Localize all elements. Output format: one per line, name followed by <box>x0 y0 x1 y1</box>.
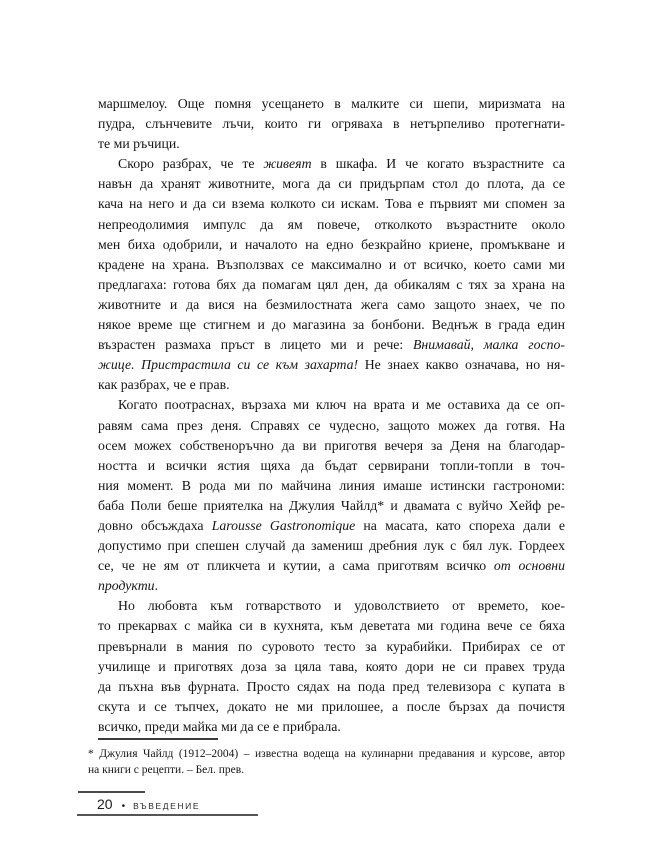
text-line <box>98 94 565 114</box>
text-line <box>98 255 565 275</box>
text-segment: непреодолимия импулс да ям повече, отколкото възрастните около <box>98 216 565 232</box>
text-line <box>98 154 565 174</box>
text-segment: навън да хранят животните, мога да си придърпам стол до плота, да се <box>98 176 565 192</box>
text-line <box>98 395 565 415</box>
footnote-separator <box>98 738 218 740</box>
text-segment: крадене на храна. Възползвах се максимално и от всичко, което сами ми <box>98 256 565 272</box>
section-title: ВЪВЕДЕНИЕ <box>133 801 201 811</box>
text-segment: допустимо при спешен случай да замениш дребния лук с бял лук. Гордеех <box>98 538 565 554</box>
text-line <box>98 576 565 596</box>
italic-text-segment: живеят <box>263 156 312 172</box>
page-number: 20 <box>97 796 113 812</box>
text-segment: мен биха одобрили, и началото на едно безкрайно криене, промъкване и <box>98 236 565 252</box>
text-segment: те ми ръчици. <box>98 136 180 152</box>
text-segment: маршмелоу. Още помня усещането в малките си шепи, миризмата на <box>98 96 565 111</box>
text-line <box>88 762 565 778</box>
text-segment: Скоро разбрах, че те <box>118 156 264 172</box>
text-line <box>98 657 565 677</box>
footer-top-rule <box>78 791 145 793</box>
text-segment: в шкафа. И че когато възрастните са <box>311 156 565 172</box>
italic-text-segment: Внимавай, малка госпо- <box>412 337 565 353</box>
footnote <box>88 746 565 778</box>
text-segment: възрастен размаха пръст в лицето ми и рече: <box>98 337 413 353</box>
text-line <box>98 436 565 456</box>
text-line <box>98 315 565 335</box>
text-segment: то прекарвах с майка си в кухнята, към деветата ми година вече се бяха <box>98 618 565 634</box>
text-line <box>98 174 565 194</box>
italic-text-segment: жице. Пристрастила си се към захарта! <box>98 357 359 373</box>
text-line <box>98 416 565 436</box>
text-line <box>98 476 565 496</box>
text-line <box>98 295 565 315</box>
text-line <box>98 616 565 636</box>
text-line <box>98 215 565 235</box>
text-line <box>98 596 565 616</box>
text-segment: предлагаха: готова бях да помагам цял ден, да обикалям с тях за храна на <box>98 276 565 292</box>
text-line <box>98 235 565 255</box>
text-segment: скута и се тъпчех, докато не ми прилошее, а после бързах да почистя <box>98 698 565 714</box>
text-line <box>98 335 565 355</box>
text-line <box>98 516 565 536</box>
text-segment: равям сама през деня. Справях се чудесно, защото можех да готвя. На <box>98 417 565 433</box>
text-segment: кача на него и да си взема колкото си искам. Това е първият ми спомен за <box>98 196 565 212</box>
bullet-separator-icon: • <box>121 801 126 812</box>
text-line <box>98 375 565 395</box>
text-line <box>98 275 565 295</box>
text-line <box>98 496 565 516</box>
body-text <box>98 94 565 737</box>
italic-text-segment: Larousse Gastronomique <box>211 517 356 533</box>
text-segment: * Джулия Чайлд (1912–2004) – известна водеща на кулинарни предавания и курсове, автор <box>88 748 565 760</box>
text-segment: Когато поотраснах, вързаха ми ключ на врата и ме оставиха да се оп- <box>118 397 565 413</box>
text-line <box>98 355 565 375</box>
text-segment: всичко, преди майка ми да се е прибрала. <box>98 718 341 734</box>
text-line <box>98 114 565 134</box>
text-line <box>98 677 565 697</box>
text-line <box>88 746 565 762</box>
footer-bottom-rule <box>77 814 258 816</box>
text-segment: . <box>154 578 159 594</box>
page-footer <box>78 796 378 812</box>
italic-text-segment: продукти <box>98 578 155 594</box>
text-line <box>98 194 565 214</box>
text-segment: се, че не ям от пликчета и кутии, а сама приготвям всичко <box>98 558 494 574</box>
text-segment: да пъхна във фурната. Просто сядах на пода пред телевизора с купата в <box>98 678 565 694</box>
text-segment: как разбрах, че е прав. <box>98 377 230 393</box>
text-segment: на масата, като спореха дали е <box>355 517 566 533</box>
text-segment: пудра, слънчевите лъчи, които ги огряваха в нетърпеливо протегнати- <box>98 116 565 132</box>
text-segment: довно обсъждаха <box>98 517 212 533</box>
italic-text-segment: от основни <box>493 558 565 574</box>
text-segment: училище и приготвях доза за цяла тава, която дори не си правех труда <box>98 658 565 674</box>
text-line <box>98 134 565 154</box>
text-segment: животните и да вися на безмилостната жега само защото знаех, че по <box>98 296 565 312</box>
text-segment: ността и всички ястия щяха да бъдат сервирани топли-топли в точ- <box>98 457 565 473</box>
text-line <box>98 697 565 717</box>
text-segment: осем можех собственоръчно да ви приготвя вечеря за Деня на благодар- <box>98 437 565 453</box>
text-segment: превърнали в мания по суровото тесто за курабийки. Прибирах се от <box>98 638 565 654</box>
text-segment: някое време ще стигнем и до магазина за бонбони. Веднъж в града един <box>98 317 565 333</box>
text-line <box>98 717 565 737</box>
text-segment: Не знаех какво означава, но ня- <box>358 357 565 373</box>
text-line <box>98 637 565 657</box>
text-line <box>98 456 565 476</box>
text-line <box>98 556 565 576</box>
text-segment: баба Поли беше приятелка на Джулия Чайлд* и двамата с вуйчо Хейф ре- <box>98 497 565 513</box>
text-segment: на книги с рецепти. – Бел. прев. <box>88 764 245 776</box>
text-segment: ния момент. В рода ми по майчина линия имаше истински гастрономи: <box>98 477 565 493</box>
text-line <box>98 536 565 556</box>
text-segment: Но любовта към готварството и удоволствието от времето, кое- <box>118 598 565 614</box>
